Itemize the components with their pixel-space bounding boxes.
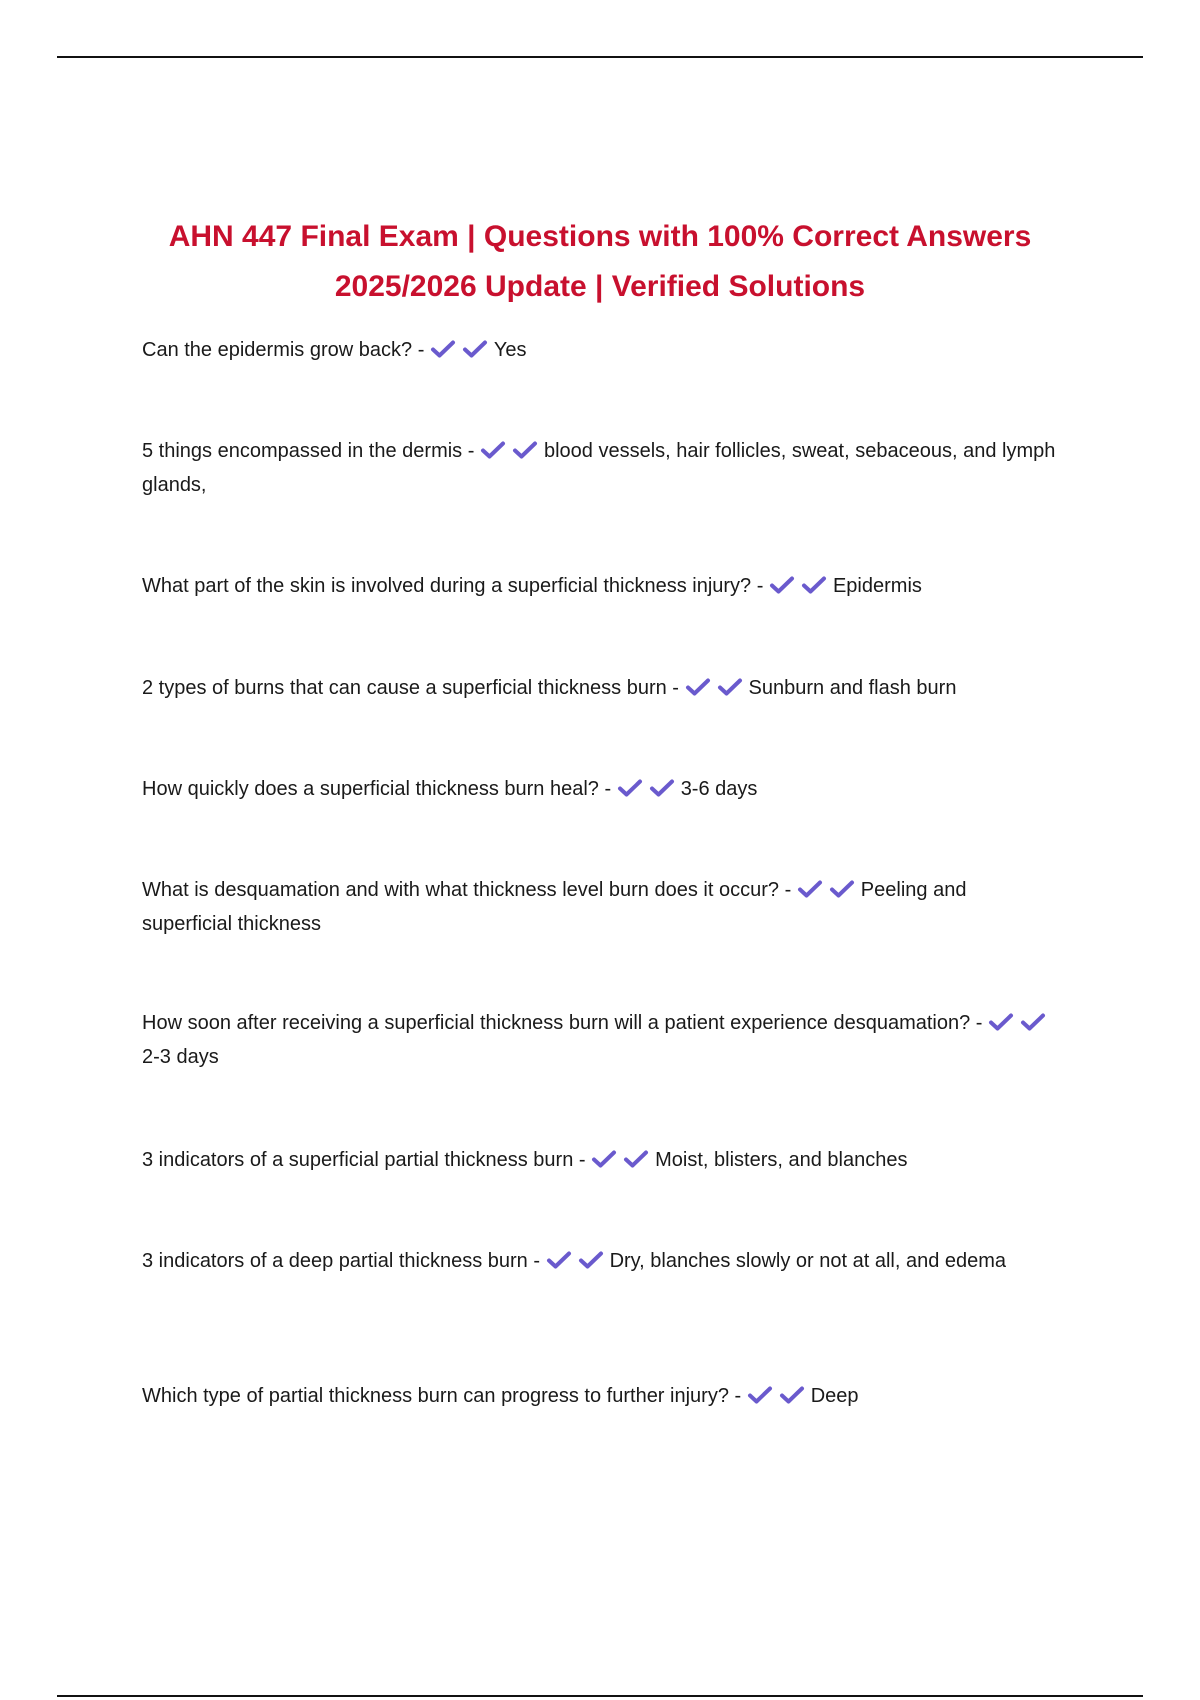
bottom-rule <box>57 1695 1143 1697</box>
check-icon <box>546 1250 572 1270</box>
check-icon <box>462 339 488 359</box>
answer-text: Yes <box>493 339 527 361</box>
answer-text: 2-3 days <box>142 1046 219 1068</box>
separator: - <box>573 1149 592 1171</box>
check-icon <box>591 1149 617 1169</box>
check-icon <box>512 440 538 460</box>
check-icon <box>717 677 743 697</box>
answer-text: Deep <box>810 1385 859 1407</box>
check-icon <box>829 879 855 899</box>
document-title <box>100 212 1100 312</box>
qa-item <box>142 434 1057 502</box>
separator: - <box>527 1250 546 1272</box>
check-icon <box>685 677 711 697</box>
question-text: How quickly does a superficial thickness burn heal? <box>142 778 599 800</box>
qa-item <box>142 873 1057 941</box>
question-text: 2 types of burns that can cause a superficial thickness burn <box>142 677 667 699</box>
check-icon <box>649 778 675 798</box>
qa-item <box>142 1379 1057 1413</box>
check-icon <box>480 440 506 460</box>
check-icon <box>617 778 643 798</box>
separator: - <box>728 1385 747 1407</box>
separator: - <box>666 677 685 699</box>
check-icon <box>430 339 456 359</box>
question-text: What is desquamation and with what thickness level burn does it occur? <box>142 879 780 901</box>
check-icon <box>747 1385 773 1405</box>
check-icon <box>779 1385 805 1405</box>
title-line-1: AHN 447 Final Exam | Questions with 100% Correct Answers <box>168 220 1032 253</box>
answer-text: Sunburn and flash burn <box>748 677 957 699</box>
answer-text: 3-6 days <box>680 778 758 800</box>
question-text: Which type of partial thickness burn can progress to further injury? <box>142 1385 729 1407</box>
qa-item <box>142 671 1057 705</box>
check-icon <box>623 1149 649 1169</box>
qa-item <box>142 1244 1057 1278</box>
question-text: 3 indicators of a deep partial thickness burn <box>142 1250 528 1272</box>
separator: - <box>462 440 480 462</box>
answer-text: Dry, blanches slowly or not at all, and edema <box>609 1250 1007 1272</box>
title-line-2: 2025/2026 Update | Verified Solutions <box>334 270 866 303</box>
separator: - <box>751 575 769 597</box>
qa-item <box>142 569 1057 603</box>
check-icon <box>578 1250 604 1270</box>
top-rule <box>57 56 1143 58</box>
check-icon <box>801 575 827 595</box>
check-icon <box>797 879 823 899</box>
answer-text: Peeling and superficial thickness <box>142 879 967 935</box>
check-icon <box>769 575 795 595</box>
qa-item <box>142 333 1057 367</box>
separator: - <box>412 339 430 361</box>
check-icon <box>1020 1012 1046 1032</box>
question-text: 3 indicators of a superficial partial thickness burn <box>142 1149 574 1171</box>
qa-item <box>142 772 1057 806</box>
question-text: How soon after receiving a superficial thickness burn will a patient experience desquamation? <box>142 1012 971 1034</box>
separator: - <box>598 778 617 800</box>
check-icon <box>988 1012 1014 1032</box>
question-text: What part of the skin is involved during a superficial thickness injury? <box>142 575 752 597</box>
qa-item <box>142 1006 1057 1074</box>
separator: - <box>970 1012 989 1034</box>
answer-text: Epidermis <box>832 575 922 597</box>
answer-text: blood vessels, hair follicles, sweat, sebaceous, and lymph glands, <box>142 440 1056 496</box>
question-text: Can the epidermis grow back? <box>142 339 413 361</box>
question-text: 5 things encompassed in the dermis <box>142 440 463 462</box>
separator: - <box>779 879 797 901</box>
answer-text: Moist, blisters, and blanches <box>655 1149 908 1171</box>
qa-item <box>142 1143 1057 1177</box>
